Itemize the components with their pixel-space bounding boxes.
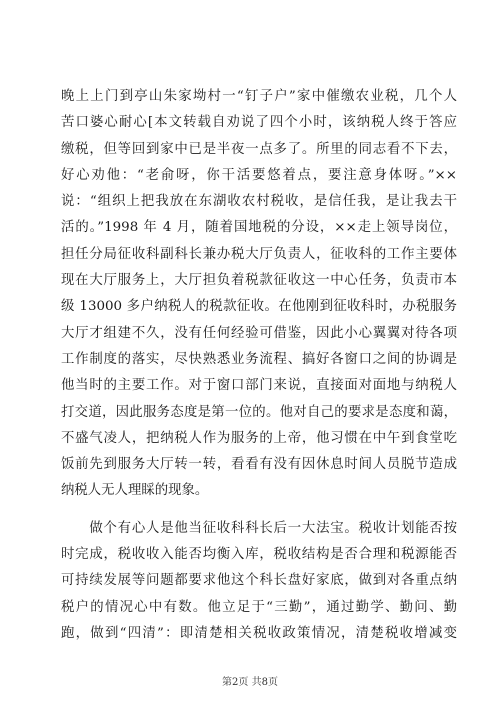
paragraph-2 (61, 516, 457, 647)
text-line: 说：“组织上把我放在东湖收农村税收，是信任我，是让我去干 (61, 194, 457, 210)
body-text (61, 84, 457, 647)
text-line: 做个有心人是他当征收科科长后一大法宝。税收计划能否按 (61, 520, 457, 536)
text-line: 缴税，但等回到家中已是半夜一点多了。所里的同志看不下去， (61, 141, 457, 157)
text-line: 活的。”1998 年 4 月，随着国地税的分设，××走上领导岗位， (61, 220, 457, 236)
text-line: 大厅才组建不久，没有任何经验可借鉴，因此小心翼翼对待各项 (61, 325, 457, 341)
text-line: 打交道，因此服务态度是第一位的。他对自己的要求是态度和蔼， (61, 404, 457, 420)
text-line: 纳税人无人理睬的现象。 (61, 483, 209, 499)
text-line: 可持续发展等问题都要求他这个科长盘好家底，做到对各重点纳 (61, 573, 457, 589)
text-line: 现在大厅服务上，大厅担负着税款征收这一中心任务，负责市本 (61, 273, 457, 289)
text-line: 税户的情况心中有数。他立足于“三勤”，通过勤学、勤问、勤 (61, 599, 457, 615)
text-line: 他当时的主要工作。对于窗口部门来说，直接面对面地与纳税人 (61, 378, 457, 394)
text-line: 担任分局征收科副科长兼办税大厅负责人，征收科的工作主要体 (61, 246, 457, 262)
paragraph-gap (61, 505, 457, 516)
text-line: 苦口婆心耐心[本文转载自劝说了四个小时，该纳税人终于答应 (61, 115, 457, 131)
text-line: 工作制度的落实，尽快熟悉业务流程、搞好各窗口之间的协调是 (61, 351, 457, 367)
text-line: 时完成，税收收入能否均衡入库，税收结构是否合理和税源能否 (61, 547, 457, 563)
text-line: 晚上上门到亭山朱家坳村一“钉子户”家中催缴农业税，几个人 (61, 89, 457, 104)
text-line: 好心劝他：“老俞呀，你干活要悠着点，要注意身体呀。”×× (61, 167, 457, 183)
page-number-footer: 第2页 共8页 (222, 677, 278, 688)
text-line: 饭前先到服务大厅转一转，看看有没有因休息时间人员脱节造成 (61, 457, 457, 473)
paragraph-1 (61, 84, 457, 505)
text-line: 级 13000 多户纳税人的税款征收。在他刚到征收科时，办税服务 (61, 299, 457, 315)
text-line: 跑，做到“四清”：即清楚相关税收政策情况，清楚税收增减变 (61, 625, 457, 641)
text-line: 不盛气凌人，把纳税人作为服务的上帝，他习惯在中午到食堂吃 (61, 430, 457, 446)
